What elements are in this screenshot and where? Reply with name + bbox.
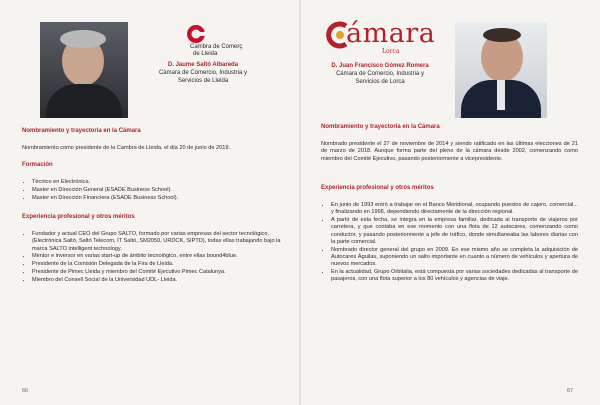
person-block-right (320, 62, 440, 86)
list-item: • Nombrado director general del grupo en 2009. En ese mismo año se completa la adquisición de Autocares Águilas, suponiendo un salto importante en cuanto a número de vehículos y apertura de nuevos mercados. (331, 247, 578, 269)
list-item: • Presidente de la Comisión Delegada de la Fira de Lleida. (32, 261, 284, 268)
section-title: Experiencia profesional y otros méritos (321, 185, 434, 191)
camara-lorca-logo-city: Lorca (382, 48, 400, 55)
person-name: D. Juan Francisco Gómez Romera (331, 63, 429, 69)
section-nombramiento-left (22, 128, 284, 152)
experiencia-list-right (321, 202, 578, 283)
section-title: Nombramiento y trayectoria en la Cámara (321, 124, 440, 130)
list-item: • A partir de esta fecha, se integra en la empresa familiar, dedicada al transporte de viajeros por carretera, y que contaba en ese momento con una flota de 12 autocares, comenzando como conductor, y pasando posteriormente a jefe de tráfico, donde simultaneaba las labores diarias con la parte comercial. (331, 217, 578, 246)
section-title: Formación (22, 162, 53, 168)
section-text: Nombrado presidente el 27 de noviembre de 2014 y siendo ratificado en las últimas elecciones de 21 de marzo de 2018. Aunque forma parte del pleno de la cámara desde 2002, comenzando como miembro del Comité Ejecutivo, pasando posteriormente a vicepresidente. (321, 141, 578, 162)
list-item: • Presidente de Pimec Lleida y miembro del Comité Ejecutivo Pimec Catalunya. (32, 269, 284, 276)
portrait-photo-left (40, 22, 128, 118)
org-line: Càmara de Comercio, Industria y (158, 70, 248, 76)
section-experiencia-left (22, 214, 284, 285)
list-item: • Técnico en Electrónica. (32, 179, 284, 186)
cambra-lleida-logo-text (190, 44, 260, 58)
section-text: Nombramiento como presidente de la Cambra de Lleida, el día 20 de junio de 2019. (22, 145, 231, 152)
list-item: • Mentor e inversor en varias start-up de ámbito tecnológico, entre ellas bound4blue. (32, 253, 284, 260)
section-title: Nombramiento y trayectoria en la Cámara (22, 128, 141, 134)
org-line: Servicios de Lleida (177, 78, 229, 84)
list-item: • Master en Dirección General (ESADE Business School). (32, 187, 284, 194)
list-item: • Miembro del Consell Social de la Universidad UDL- Lleida. (32, 277, 284, 284)
list-item: • Master en Dirección Financiera (ESADE Business School). (32, 195, 284, 202)
section-nombramiento-right (321, 124, 578, 163)
cambra-lleida-logo-icon (186, 24, 206, 44)
org-line: Cámara de Comercio, Industria y (335, 71, 425, 77)
section-title: Experiencia profesional y otros méritos (22, 214, 135, 220)
page-number-right: 67 (567, 388, 574, 394)
person-name: D. Jaume Saltó Albareda (167, 62, 239, 68)
org-line: Servicios de Lorca (355, 79, 405, 85)
page-number-left: 66 (22, 388, 29, 394)
experiencia-list-left (22, 231, 284, 284)
logo-line: de Lleida (193, 51, 218, 57)
formacion-list (22, 179, 284, 202)
section-formacion (22, 162, 284, 203)
person-block-left (148, 61, 258, 85)
list-item: • En junio de 1993 entró a trabajar en el Banco Meridional, ocupando puestos de cajero, comercial... y finalizando en 1996, dependiendo directamente de la dirección regional. (331, 202, 578, 216)
section-experiencia-right (321, 185, 578, 284)
portrait-photo-right (455, 22, 547, 118)
camara-lorca-logo-word: ámara (346, 18, 436, 49)
list-item: • Fundador y actual CEO del Grupo SALTO, formado por varias empresas del sector tecnológico, (Electrónica Saltó, Saltó Telecom, IT Saltó, SM2050, URDCK, SIPTD), todas ellas trabajando bajo la marca SALTO intelligent technology. (32, 231, 284, 253)
list-item: • En la actualidad, Grupo Orbitalia, está compuesta por varias sociedades dedicadas al transporte de pasajeros, con una flota superior a los 80 vehículos y agencias de viaje. (331, 269, 578, 283)
logo-line: Cambra de Comerç (190, 44, 243, 50)
